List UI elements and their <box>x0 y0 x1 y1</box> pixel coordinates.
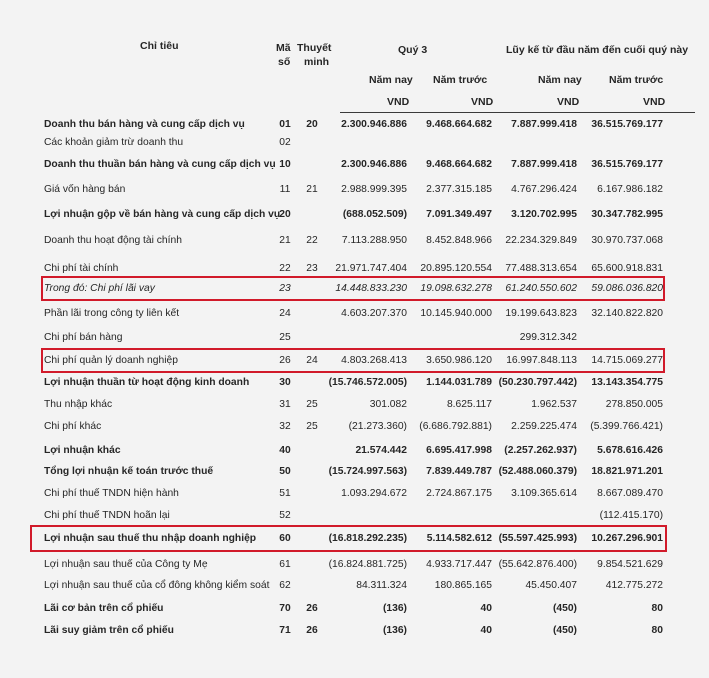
ytd-this-year-value: 3.120.702.995 <box>511 209 577 220</box>
row-label: Doanh thu thuần bán hàng và cung cấp dịch vụ <box>44 159 276 170</box>
row-label: Chi phí khác <box>44 421 102 432</box>
row-code: 40 <box>279 445 291 456</box>
q3-last-year-value: 9.468.664.682 <box>426 119 492 130</box>
row-code: 25 <box>279 332 291 343</box>
row-code: 31 <box>279 399 291 410</box>
ytd-this-year-value: (50.230.797.442) <box>498 377 577 388</box>
table-row <box>0 375 709 391</box>
ytd-last-year-value: 36.515.769.177 <box>591 119 663 130</box>
ytd-last-year-value: 18.821.971.201 <box>591 466 663 477</box>
row-label: Chi phí thuế TNDN hiện hành <box>44 488 179 499</box>
q3-last-year-value: 3.650.986.120 <box>426 355 492 366</box>
ytd-last-year-value: 80 <box>651 625 663 636</box>
ytd-last-year-value: 30.347.782.995 <box>591 209 663 220</box>
ytd-last-year-value: 8.667.089.470 <box>597 488 663 499</box>
ytd-last-year-value: 9.854.521.629 <box>597 559 663 570</box>
row-note: 25 <box>306 399 318 410</box>
row-note: 26 <box>306 625 318 636</box>
row-label: Phần lãi trong công ty liên kết <box>44 308 180 319</box>
highlight-admin-expense <box>41 348 665 373</box>
q3-last-year-value: 7.839.449.787 <box>426 466 492 477</box>
row-code: 10 <box>279 159 291 170</box>
header-q3-last-currency: VND <box>471 96 494 108</box>
ytd-this-year-value: 3.109.365.614 <box>511 488 577 499</box>
row-label: Lợi nhuận sau thuế thu nhập doanh nghiệp <box>44 533 257 544</box>
ytd-this-year-value: 2.259.225.474 <box>511 421 577 432</box>
header-col-label: Chỉ tiêu <box>140 40 179 52</box>
row-label: Doanh thu bán hàng và cung cấp dịch vụ <box>44 119 245 130</box>
row-note: 22 <box>306 235 318 246</box>
row-code: 26 <box>279 355 291 366</box>
row-note: 21 <box>306 184 318 195</box>
q3-this-year-value: 2.300.946.886 <box>341 159 407 170</box>
row-label: Lợi nhuận sau thuế của Công ty Mẹ <box>44 559 208 570</box>
q3-this-year-value: 2.300.946.886 <box>341 119 407 130</box>
row-code: 11 <box>279 184 291 195</box>
q3-last-year-value: 40 <box>480 625 492 636</box>
table-row <box>0 443 709 459</box>
row-code: 24 <box>279 308 291 319</box>
ytd-last-year-value: 59.086.036.820 <box>591 283 663 294</box>
ytd-this-year-value: (2.257.262.937) <box>504 445 577 456</box>
ytd-last-year-value: 36.515.769.177 <box>591 159 663 170</box>
row-note: 25 <box>306 421 318 432</box>
ytd-this-year-value: (55.597.425.993) <box>498 533 577 544</box>
ytd-last-year-value: 65.600.918.831 <box>591 263 663 274</box>
ytd-this-year-value: (450) <box>552 603 577 614</box>
q3-this-year-value: 7.113.288.950 <box>341 235 407 246</box>
ytd-this-year-value: 7.887.999.418 <box>511 159 577 170</box>
header-col-code-1: Mã <box>276 42 291 54</box>
row-code: 61 <box>279 559 291 570</box>
ytd-last-year-value: 32.140.822.820 <box>591 308 663 319</box>
q3-this-year-value: (136) <box>382 603 407 614</box>
row-note: 23 <box>306 263 318 274</box>
q3-this-year-value: 4.603.207.370 <box>341 308 407 319</box>
ytd-last-year-value: 14.715.069.277 <box>591 355 663 366</box>
header-ytd-last-currency: VND <box>643 96 666 108</box>
q3-last-year-value: 20.895.120.554 <box>420 263 492 274</box>
ytd-this-year-value: 45.450.407 <box>525 580 577 591</box>
table-row <box>0 157 709 173</box>
table-row <box>0 419 709 435</box>
row-code: 51 <box>279 488 291 499</box>
row-label: Chi phí thuế TNDN hoãn lại <box>44 510 170 521</box>
row-note: 26 <box>306 603 318 614</box>
table-row <box>0 508 709 524</box>
q3-this-year-value: (15.724.997.563) <box>328 466 407 477</box>
row-label: Doanh thu hoạt động tài chính <box>44 235 182 246</box>
row-code: 52 <box>279 510 291 521</box>
header-rule <box>340 112 695 113</box>
q3-this-year-value: (688.052.509) <box>342 209 407 220</box>
row-label: Lợi nhuận sau thuế của cổ đông không kiểm soát <box>44 580 270 591</box>
q3-last-year-value: 2.377.315.185 <box>426 184 492 195</box>
row-code: 30 <box>279 377 291 388</box>
row-code: 21 <box>279 235 291 246</box>
ytd-this-year-value: 299.312.342 <box>519 332 577 343</box>
row-code: 01 <box>279 119 291 130</box>
q3-this-year-value: 4.803.268.413 <box>341 355 407 366</box>
table-row <box>0 623 709 639</box>
q3-this-year-value: 21.574.442 <box>355 445 407 456</box>
q3-this-year-value: 84.311.324 <box>356 580 407 591</box>
header-ytd-last-year: Năm trước <box>609 74 664 86</box>
highlight-net-profit <box>30 525 667 552</box>
highlight-interest-expense <box>41 276 665 301</box>
ytd-last-year-value: (5.399.766.421) <box>590 421 663 432</box>
table-row <box>0 486 709 502</box>
q3-last-year-value: 9.468.664.682 <box>426 159 492 170</box>
row-label: Giá vốn hàng bán <box>44 184 126 195</box>
row-label: Lãi suy giảm trên cổ phiếu <box>44 625 174 636</box>
table-row <box>0 397 709 413</box>
q3-last-year-value: 6.695.417.998 <box>426 445 492 456</box>
header-col-code-2: số <box>278 56 291 68</box>
ytd-last-year-value: 10.267.296.901 <box>591 533 663 544</box>
row-label: Trong đó: Chi phí lãi vay <box>44 283 155 294</box>
ytd-this-year-value: (450) <box>552 625 577 636</box>
row-code: 20 <box>279 209 291 220</box>
row-label: Thu nhập khác <box>44 399 113 410</box>
row-note: 20 <box>306 119 318 130</box>
row-code: 71 <box>279 625 291 636</box>
q3-this-year-value: 21.971.747.404 <box>335 263 407 274</box>
row-code: 22 <box>279 263 291 274</box>
row-code: 62 <box>279 580 291 591</box>
q3-last-year-value: 4.933.717.447 <box>426 559 492 570</box>
table-row <box>0 117 709 133</box>
row-code: 02 <box>279 137 291 148</box>
q3-last-year-value: 19.098.632.278 <box>420 283 492 294</box>
ytd-this-year-value: 4.767.296.424 <box>511 184 577 195</box>
ytd-this-year-value: 19.199.643.823 <box>505 308 577 319</box>
row-code: 23 <box>279 283 291 294</box>
row-label: Các khoản giảm trừ doanh thu <box>44 137 184 148</box>
header-col-note-1: Thuyết <box>297 42 332 54</box>
q3-this-year-value: (16.824.881.725) <box>328 559 407 570</box>
q3-last-year-value: 40 <box>480 603 492 614</box>
row-label: Lãi cơ bản trên cổ phiếu <box>44 603 164 614</box>
ytd-this-year-value: 7.887.999.418 <box>511 119 577 130</box>
table-row <box>0 557 709 573</box>
row-label: Lợi nhuận thuần từ hoạt động kinh doanh <box>44 377 250 388</box>
header-ytd-group: Lũy kế từ đầu năm đến cuối quý này <box>506 44 689 56</box>
q3-this-year-value: (136) <box>382 625 407 636</box>
ytd-this-year-value: 77.488.313.654 <box>505 263 577 274</box>
ytd-this-year-value: 16.997.848.113 <box>506 355 577 366</box>
table-row <box>0 135 709 151</box>
q3-last-year-value: 7.091.349.497 <box>426 209 492 220</box>
table-row <box>0 182 709 198</box>
row-label: Chi phí tài chính <box>44 263 119 274</box>
row-code: 70 <box>279 603 291 614</box>
table-row <box>0 233 709 249</box>
q3-last-year-value: 8.625.117 <box>446 399 492 410</box>
q3-last-year-value: 180.865.165 <box>434 580 492 591</box>
q3-last-year-value: 10.145.940.000 <box>420 308 492 319</box>
q3-this-year-value: 1.093.294.672 <box>341 488 407 499</box>
ytd-last-year-value: 278.850.005 <box>605 399 663 410</box>
q3-last-year-value: 8.452.848.966 <box>426 235 492 246</box>
ytd-this-year-value: 22.234.329.849 <box>505 235 577 246</box>
ytd-this-year-value: 61.240.550.602 <box>505 283 577 294</box>
header-q3-last-year: Năm trước <box>433 74 488 86</box>
header-q3-group: Quý 3 <box>398 44 428 56</box>
q3-this-year-value: 301.082 <box>369 399 407 410</box>
table-row <box>0 261 709 277</box>
q3-last-year-value: (6.686.792.881) <box>419 421 492 432</box>
ytd-last-year-value: (112.415.170) <box>599 510 663 521</box>
q3-this-year-value: (21.273.360) <box>348 421 407 432</box>
header-ytd-this-currency: VND <box>557 96 580 108</box>
table-row <box>0 330 709 346</box>
q3-this-year-value: 2.988.999.395 <box>341 184 407 195</box>
header-q3-this-currency: VND <box>387 96 410 108</box>
ytd-last-year-value: 5.678.616.426 <box>597 445 663 456</box>
row-label: Lợi nhuận gộp về bán hàng và cung cấp dịch vụ <box>44 209 281 220</box>
q3-this-year-value: 14.448.833.230 <box>335 283 407 294</box>
header-q3-this-year: Năm nay <box>369 74 413 86</box>
ytd-last-year-value: 6.167.986.182 <box>597 184 663 195</box>
row-note: 24 <box>306 355 318 366</box>
row-code: 50 <box>279 466 291 477</box>
q3-last-year-value: 1.144.031.789 <box>426 377 492 388</box>
q3-last-year-value: 2.724.867.175 <box>426 488 492 499</box>
table-row <box>0 207 709 223</box>
row-code: 32 <box>279 421 291 432</box>
q3-last-year-value: 5.114.582.612 <box>426 533 492 544</box>
table-row <box>0 578 709 594</box>
table-row <box>0 306 709 322</box>
ytd-last-year-value: 13.143.354.775 <box>591 377 663 388</box>
row-label: Lợi nhuận khác <box>44 445 121 456</box>
table-row <box>0 601 709 617</box>
q3-this-year-value: (16.818.292.235) <box>328 533 407 544</box>
row-code: 60 <box>279 533 291 544</box>
table-row <box>0 464 709 480</box>
ytd-this-year-value: 1.962.537 <box>531 399 577 410</box>
q3-this-year-value: (15.746.572.005) <box>328 377 407 388</box>
ytd-this-year-value: (52.488.060.379) <box>498 466 577 477</box>
row-label: Chi phí quản lý doanh nghiệp <box>44 355 178 366</box>
ytd-last-year-value: 80 <box>651 603 663 614</box>
row-label: Chi phí bán hàng <box>44 332 123 343</box>
header-col-note-2: minh <box>304 56 330 68</box>
ytd-this-year-value: (55.642.876.400) <box>498 559 577 570</box>
header-ytd-this-year: Năm nay <box>538 74 582 86</box>
ytd-last-year-value: 30.970.737.068 <box>591 235 663 246</box>
ytd-last-year-value: 412.775.272 <box>605 580 663 591</box>
row-label: Tổng lợi nhuận kế toán trước thuế <box>44 466 214 477</box>
